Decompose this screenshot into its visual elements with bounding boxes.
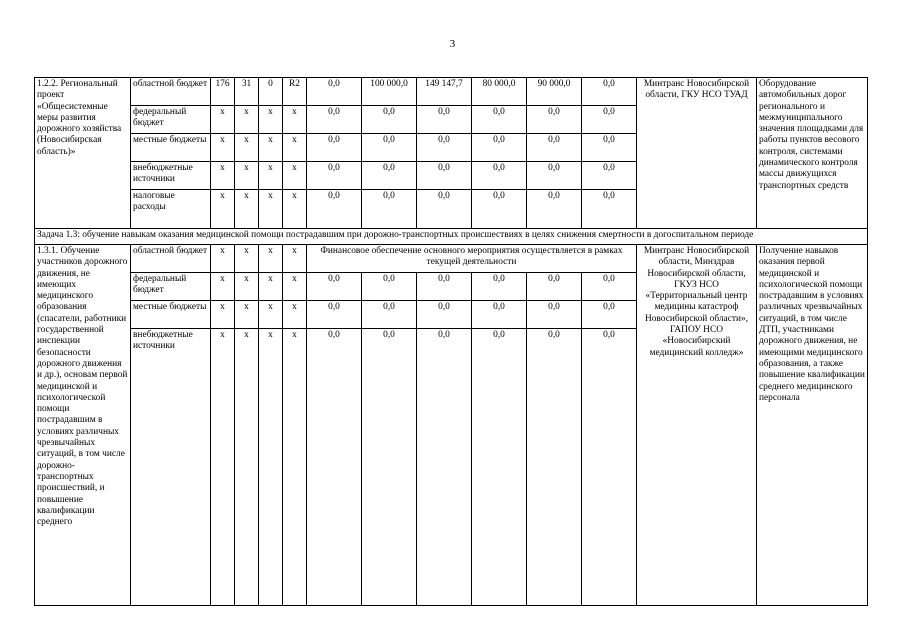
value-cell: 0,0 bbox=[307, 190, 362, 229]
code-cell: x bbox=[211, 273, 235, 301]
code-cell: x bbox=[259, 106, 283, 134]
value-cell: 0,0 bbox=[362, 190, 417, 229]
code-cell: x bbox=[235, 162, 259, 190]
code-cell: x bbox=[211, 134, 235, 162]
code-cell: 0 bbox=[259, 78, 283, 106]
value-cell: 0,0 bbox=[527, 301, 582, 329]
value-cell: 0,0 bbox=[472, 329, 527, 606]
expected-result: Получение навыков оказания первой медицинской и психологической помощи пострадавшим в условиях различных чрезвычайных ситуаций, в том числе ДТП, участниками дорожного движения, не имеющими медицинского образования, а также повышение квалификации среднего медицинского персонала bbox=[757, 245, 868, 606]
code-cell: x bbox=[283, 106, 307, 134]
code-cell: x bbox=[259, 190, 283, 229]
value-cell: 0,0 bbox=[527, 190, 582, 229]
program-table bbox=[34, 77, 868, 606]
task-row bbox=[35, 229, 868, 245]
code-cell: x bbox=[259, 134, 283, 162]
funding-source: областной бюджет bbox=[131, 245, 211, 273]
value-cell: 0,0 bbox=[362, 134, 417, 162]
value-cell: 0,0 bbox=[417, 106, 472, 134]
code-cell: x bbox=[283, 134, 307, 162]
code-cell: x bbox=[235, 273, 259, 301]
code-cell: x bbox=[211, 245, 235, 273]
funding-source: внебюджетные источники bbox=[131, 329, 211, 606]
value-cell: 0,0 bbox=[527, 162, 582, 190]
value-cell: 0,0 bbox=[472, 273, 527, 301]
code-cell: 31 bbox=[235, 78, 259, 106]
value-cell: 80 000,0 bbox=[472, 78, 527, 106]
value-cell: 0,0 bbox=[307, 106, 362, 134]
value-cell: 0,0 bbox=[472, 106, 527, 134]
value-cell: 0,0 bbox=[582, 329, 637, 606]
value-cell: 0,0 bbox=[582, 134, 637, 162]
code-cell: x bbox=[259, 329, 283, 606]
value-cell: 0,0 bbox=[307, 329, 362, 606]
code-cell: x bbox=[283, 245, 307, 273]
value-cell: 149 147,7 bbox=[417, 78, 472, 106]
code-cell: x bbox=[235, 190, 259, 229]
value-cell: 0,0 bbox=[417, 273, 472, 301]
code-cell: x bbox=[235, 245, 259, 273]
code-cell: x bbox=[235, 301, 259, 329]
value-cell: 0,0 bbox=[417, 134, 472, 162]
code-cell: x bbox=[211, 106, 235, 134]
funding-source: федеральный бюджет bbox=[131, 273, 211, 301]
value-cell: 0,0 bbox=[362, 162, 417, 190]
expected-result: Оборудование автомобильных дорог регионального и межмуниципального значения площадками для работы пунктов весового контроля, системами динамического контроля массы движущихся транспортных средств bbox=[757, 78, 868, 229]
task-title: Задача 1.3: обучение навыкам оказания медицинской помощи пострадавшим при дорожно-транспортных происшествиях в целях снижения смертности в догоспитальном периоде bbox=[35, 229, 868, 245]
value-cell: 0,0 bbox=[307, 134, 362, 162]
value-cell: 0,0 bbox=[582, 190, 637, 229]
measure-name: 1.3.1. Обучение участников дорожного движения, не имеющих медицинского образования (спасатели, работники государственной инспекции безопасности дорожного движения и др.), основам первой медицинской и психологической помощи пострадавшим в условиях различных чрезвычайных ситуаций, в том числе дорожно-транспортных происшествий, и повышение квалификации среднего bbox=[35, 245, 131, 606]
value-cell: 0,0 bbox=[472, 134, 527, 162]
page-number: 3 bbox=[449, 38, 456, 50]
code-cell: x bbox=[235, 134, 259, 162]
value-cell: 100 000,0 bbox=[362, 78, 417, 106]
value-cell: 0,0 bbox=[582, 273, 637, 301]
funding-source: налоговые расходы bbox=[131, 190, 211, 229]
value-cell: 0,0 bbox=[582, 301, 637, 329]
funding-source: местные бюджеты bbox=[131, 134, 211, 162]
executor: Минтранс Новосибирской области, Минздрав Новосибирской области, ГКУЗ НСО «Территориальный центр медицины катастроф Новосибирской области», ГАПОУ НСО «Новосибирский медицинский колледж» bbox=[637, 245, 757, 606]
code-cell: x bbox=[235, 329, 259, 606]
code-cell: x bbox=[259, 301, 283, 329]
value-cell: 0,0 bbox=[417, 162, 472, 190]
table-row bbox=[35, 245, 868, 273]
value-cell: 0,0 bbox=[582, 106, 637, 134]
code-cell: x bbox=[211, 329, 235, 606]
value-cell: 0,0 bbox=[527, 273, 582, 301]
code-cell: x bbox=[283, 190, 307, 229]
code-cell: x bbox=[259, 273, 283, 301]
code-cell: 176 bbox=[211, 78, 235, 106]
funding-source: местные бюджеты bbox=[131, 301, 211, 329]
financing-note: Финансовое обеспечение основного мероприятия осуществляется в рамках текущей деятельности bbox=[307, 245, 637, 273]
table-row bbox=[35, 78, 868, 106]
code-cell: x bbox=[259, 162, 283, 190]
executor: Минтранс Новосибирской области, ГКУ НСО ТУАД bbox=[637, 78, 757, 229]
value-cell: 0,0 bbox=[527, 106, 582, 134]
measure-name: 1.2.2. Региональный проект «Общесистемные меры развития дорожного хозяйства (Новосибирская область)» bbox=[35, 78, 131, 229]
value-cell: 0,0 bbox=[527, 329, 582, 606]
funding-source: федеральный бюджет bbox=[131, 106, 211, 134]
value-cell: 90 000,0 bbox=[527, 78, 582, 106]
value-cell: 0,0 bbox=[307, 162, 362, 190]
value-cell: 0,0 bbox=[472, 162, 527, 190]
code-cell: x bbox=[283, 301, 307, 329]
code-cell: x bbox=[211, 162, 235, 190]
value-cell: 0,0 bbox=[307, 273, 362, 301]
code-cell: R2 bbox=[283, 78, 307, 106]
value-cell: 0,0 bbox=[362, 301, 417, 329]
value-cell: 0,0 bbox=[417, 329, 472, 606]
value-cell: 0,0 bbox=[472, 301, 527, 329]
value-cell: 0,0 bbox=[362, 273, 417, 301]
code-cell: x bbox=[211, 301, 235, 329]
value-cell: 0,0 bbox=[472, 190, 527, 229]
funding-source: областной бюджет bbox=[131, 78, 211, 106]
value-cell: 0,0 bbox=[582, 78, 637, 106]
value-cell: 0,0 bbox=[527, 134, 582, 162]
value-cell: 0,0 bbox=[362, 329, 417, 606]
value-cell: 0,0 bbox=[307, 78, 362, 106]
funding-source: внебюджетные источники bbox=[131, 162, 211, 190]
code-cell: x bbox=[283, 162, 307, 190]
value-cell: 0,0 bbox=[362, 106, 417, 134]
code-cell: x bbox=[283, 329, 307, 606]
value-cell: 0,0 bbox=[307, 301, 362, 329]
code-cell: x bbox=[235, 106, 259, 134]
code-cell: x bbox=[259, 245, 283, 273]
value-cell: 0,0 bbox=[582, 162, 637, 190]
code-cell: x bbox=[211, 190, 235, 229]
value-cell: 0,0 bbox=[417, 301, 472, 329]
value-cell: 0,0 bbox=[417, 190, 472, 229]
code-cell: x bbox=[283, 273, 307, 301]
